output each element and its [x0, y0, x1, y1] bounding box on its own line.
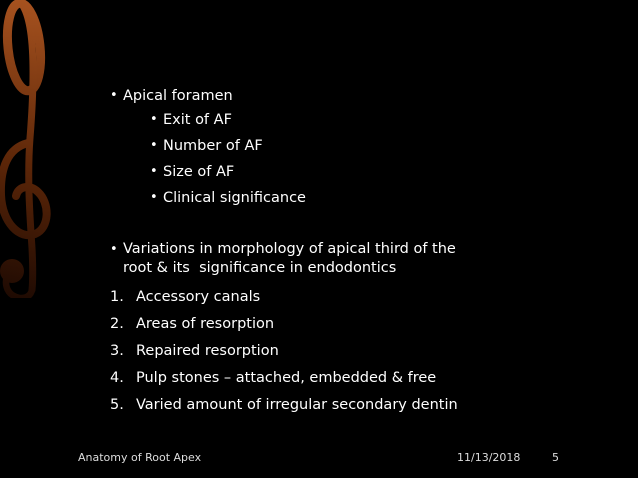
bullet-variations-line-1: Variations in morphology of apical third of the: [123, 241, 456, 257]
sub-bullet-label: Size of AF: [163, 164, 235, 180]
footer-page-number: 5: [552, 451, 559, 464]
sub-bullet-label: Exit of AF: [163, 112, 232, 128]
bullet-icon: •: [150, 112, 158, 127]
bullet-icon: •: [110, 242, 118, 257]
item-number: 1.: [110, 289, 124, 305]
sub-bullet-size-of-af: [150, 162, 540, 182]
sub-bullet-clinical-significance: [150, 188, 540, 208]
sub-bullet-exit-of-af: [150, 110, 540, 130]
sub-bullet-list: [150, 110, 540, 208]
bullet-variations-line-2: root & its significance in endodontics: [123, 260, 397, 276]
footer-date: 11/13/2018: [457, 451, 521, 464]
numbered-item-accessory-canals: [110, 289, 540, 305]
item-label: Pulp stones – attached, embedded & free: [136, 370, 437, 386]
item-number: 5.: [110, 397, 124, 413]
item-label: Repaired resorption: [136, 343, 279, 359]
numbered-item-pulp-stones: [110, 370, 540, 386]
item-number: 2.: [110, 316, 124, 332]
sub-bullet-label: Clinical significance: [163, 190, 306, 206]
bullet-apical-foramen: [110, 86, 540, 106]
section-gap: [110, 214, 540, 240]
item-label: Accessory canals: [136, 289, 261, 305]
item-label: Varied amount of irregular secondary dentin: [136, 397, 458, 413]
bullet-icon: •: [110, 88, 118, 103]
bullet-variations-label: [123, 240, 456, 278]
numbered-item-secondary-dentin: [110, 397, 540, 413]
numbered-item-areas-of-resorption: [110, 316, 540, 332]
numbered-list: [110, 289, 540, 413]
treble-clef-icon: [0, 0, 54, 298]
item-label: Areas of resorption: [136, 316, 275, 332]
sub-bullet-number-of-af: [150, 136, 540, 156]
item-number: 4.: [110, 370, 124, 386]
slide-body: [110, 86, 540, 413]
bullet-icon: •: [150, 164, 158, 179]
item-number: 3.: [110, 343, 124, 359]
bullet-icon: •: [150, 190, 158, 205]
bullet-apical-foramen-label: Apical foramen: [123, 88, 233, 104]
footer-title: Anatomy of Root Apex: [78, 451, 202, 464]
bullet-icon: •: [150, 138, 158, 153]
bullet-variations: [110, 240, 540, 278]
sub-bullet-label: Number of AF: [163, 138, 263, 154]
numbered-item-repaired-resorption: [110, 343, 540, 359]
